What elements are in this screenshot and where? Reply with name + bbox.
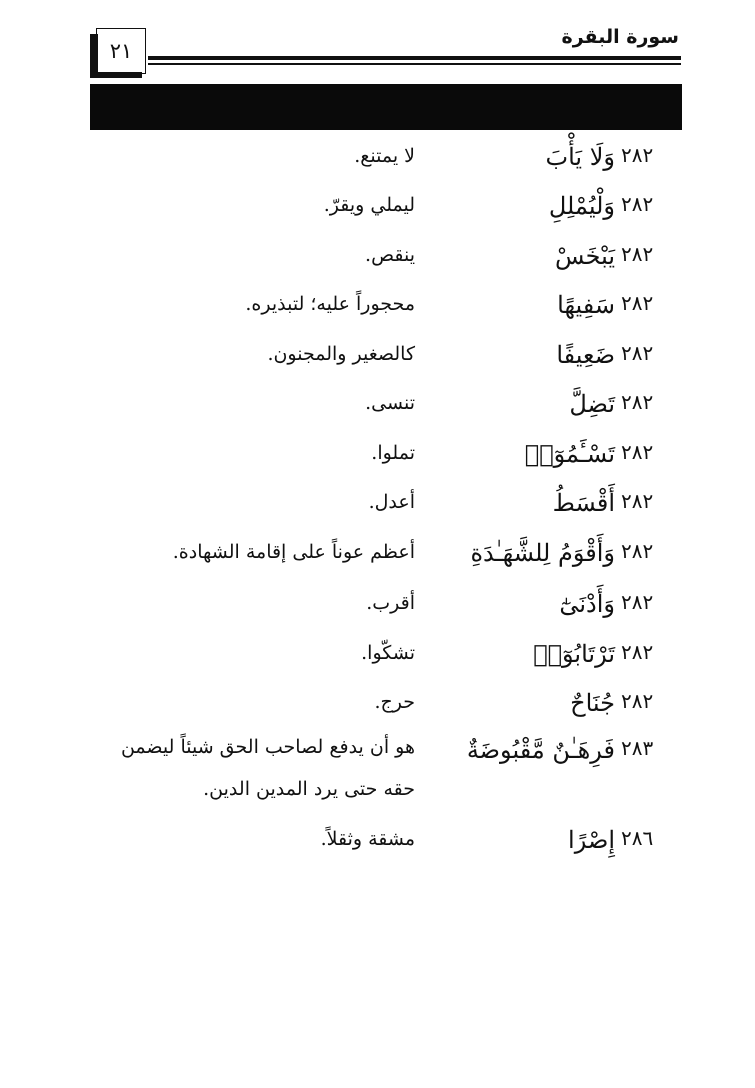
quran-word: تَرْتَابُوٓا۟ bbox=[533, 640, 615, 668]
word-meaning: تنسى. bbox=[365, 392, 415, 414]
word-meaning: تملوا. bbox=[371, 442, 415, 464]
quran-word: وَأَقْوَمُ لِلشَّهَـٰدَةِ bbox=[470, 539, 615, 567]
quran-word: أَقْسَطُ bbox=[552, 489, 615, 517]
verse-number: ٢٨٢ bbox=[621, 440, 654, 464]
quran-word: تَسْـَٔمُوٓا۟ bbox=[524, 440, 615, 468]
surah-title: سورة البقرة bbox=[561, 26, 679, 48]
verse-number: ٢٨٢ bbox=[621, 192, 654, 216]
quran-word: يَبْخَسْ bbox=[554, 242, 615, 270]
page-number: ٢١ bbox=[96, 28, 146, 74]
verse-number: ٢٨٢ bbox=[621, 341, 654, 365]
quran-word: تَضِلَّ bbox=[569, 390, 615, 418]
verse-number: ٢٨٢ bbox=[621, 291, 654, 315]
word-meaning: محجوراً عليه؛ لتبذيره. bbox=[245, 293, 415, 315]
verse-number: ٢٨٢ bbox=[621, 143, 654, 167]
word-meaning: مشقة وثقلاً. bbox=[320, 828, 415, 850]
verse-number: ٢٨٣ bbox=[621, 736, 654, 760]
word-meaning: أعدل. bbox=[368, 491, 415, 513]
word-meaning: لا يمتنع. bbox=[354, 145, 415, 167]
verse-number: ٢٨٢ bbox=[621, 539, 654, 563]
verse-number: ٢٨٢ bbox=[621, 242, 654, 266]
word-meaning: تشكّوا. bbox=[361, 642, 415, 664]
verse-number: ٢٨٢ bbox=[621, 590, 654, 614]
word-meaning: ليملي ويقرّ. bbox=[323, 194, 415, 216]
verse-number: ٢٨٢ bbox=[621, 640, 654, 664]
quran-word: جُنَاحٌ bbox=[570, 689, 615, 717]
quran-word: وَلَا يَأْبَ bbox=[545, 143, 615, 171]
verse-number: ٢٨٢ bbox=[621, 689, 654, 713]
word-meaning: أعظم عوناً على إقامة الشهادة. bbox=[172, 541, 415, 563]
quran-word: سَفِيهًا bbox=[557, 291, 615, 319]
verse-number: ٢٨٢ bbox=[621, 390, 654, 414]
word-meaning: كالصغير والمجنون. bbox=[267, 343, 415, 365]
word-meaning: هو أن يدفع لصاحب الحق شيئاً ليضمن حقه حتى يرد المدين الدين. bbox=[120, 736, 415, 800]
word-meaning: حرج. bbox=[374, 691, 415, 713]
verse-number: ٢٨٦ bbox=[621, 826, 654, 850]
word-meaning: أقرب. bbox=[366, 592, 415, 614]
quran-word: فَرِهَـٰنٌ مَّقْبُوضَةٌ bbox=[466, 736, 615, 764]
quran-word: وَأَدْنَىٰٓ bbox=[559, 590, 615, 618]
quran-word: وَلْيُمْلِلِ bbox=[548, 192, 615, 220]
quran-word: ضَعِيفًا bbox=[556, 341, 615, 369]
word-meaning: ينقص. bbox=[365, 244, 415, 266]
quran-word: إِصْرًا bbox=[568, 826, 615, 854]
verse-number: ٢٨٢ bbox=[621, 489, 654, 513]
